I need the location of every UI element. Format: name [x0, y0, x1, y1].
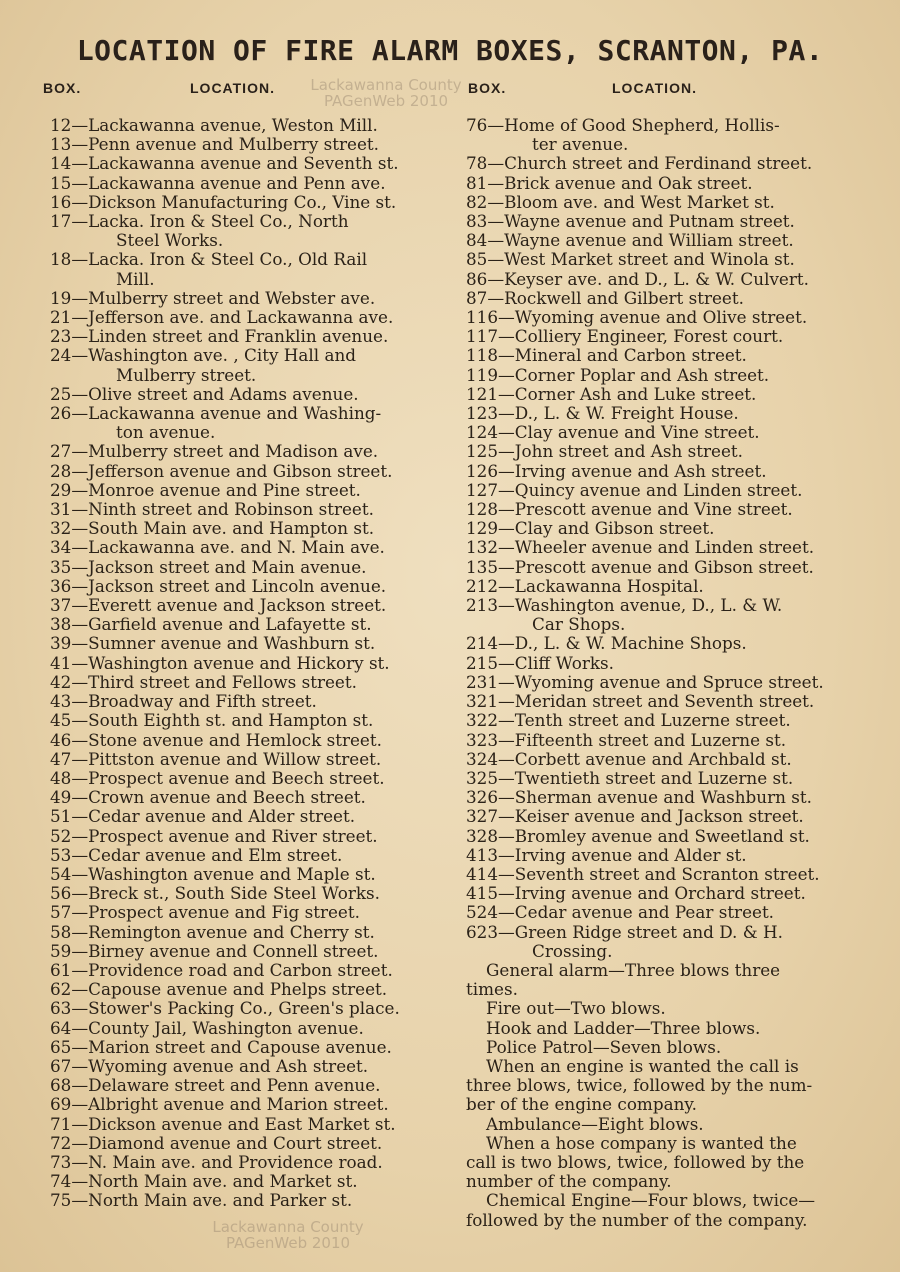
- alarm-box-entry: [466, 731, 824, 750]
- alarm-box-entry: [50, 385, 400, 404]
- alarm-box-entry: [50, 961, 400, 980]
- left-column: [50, 116, 400, 1211]
- alarm-box-text: 59—Birney avenue and Connell street.: [50, 940, 379, 961]
- alarm-box-text: 38—Garfield avenue and Lafayette st.: [50, 614, 372, 635]
- alarm-box-entry: [466, 346, 824, 365]
- right-header-box: BOX.: [468, 80, 507, 96]
- signal-note: [466, 1115, 824, 1134]
- alarm-box-entry: [50, 116, 400, 135]
- alarm-box-entry: [466, 116, 824, 154]
- alarm-box-entry: [466, 827, 824, 846]
- alarm-box-text: 117—Colliery Engineer, Forest court.: [466, 326, 784, 347]
- alarm-box-entry: [50, 538, 400, 557]
- alarm-box-text: 87—Rockwell and Gilbert street.: [466, 287, 744, 308]
- signal-note-line: Chemical Engine—Four blows, twice—: [486, 1190, 816, 1211]
- alarm-box-entry: [466, 154, 824, 173]
- alarm-box-entry: [50, 788, 400, 807]
- alarm-box-text: 121—Corner Ash and Luke street.: [466, 383, 757, 404]
- alarm-box-text: 123—D., L. & W. Freight House.: [466, 403, 739, 424]
- alarm-box-entry: [50, 250, 400, 288]
- alarm-box-entry: [50, 519, 400, 538]
- alarm-box-text: 41—Washington avenue and Hickory st.: [50, 652, 390, 673]
- alarm-box-text: 83—Wayne avenue and Putnam street.: [466, 211, 795, 232]
- alarm-box-entry: [466, 327, 824, 346]
- alarm-box-text: 82—Bloom ave. and West Market st.: [466, 191, 775, 212]
- alarm-box-entry: [50, 1134, 400, 1153]
- alarm-box-text: 327—Keiser avenue and Jackson street.: [466, 806, 804, 827]
- alarm-box-text: 212—Lackawanna Hospital.: [466, 575, 704, 596]
- alarm-box-text: 16—Dickson Manufacturing Co., Vine st.: [50, 191, 397, 212]
- alarm-box-entry: [466, 788, 824, 807]
- alarm-box-entry: [466, 558, 824, 577]
- alarm-box-entry: [50, 692, 400, 711]
- alarm-box-entry: [466, 423, 824, 442]
- alarm-box-entry: [50, 846, 400, 865]
- alarm-box-entry: [50, 1038, 400, 1057]
- alarm-box-entry: [466, 596, 824, 634]
- alarm-box-text: 34—Lackawanna ave. and N. Main ave.: [50, 537, 385, 558]
- watermark-line: PAGenWeb 2010: [323, 92, 449, 110]
- signal-note-line: number of the company.: [466, 1171, 672, 1192]
- alarm-box-entry: [466, 903, 824, 922]
- alarm-box-text: 18—Lacka. Iron & Steel Co., Old Rail: [50, 249, 368, 270]
- alarm-box-entry: [466, 884, 824, 903]
- alarm-box-entry: [50, 308, 400, 327]
- watermark-top: [296, 77, 476, 109]
- alarm-box-entry: [466, 404, 824, 423]
- alarm-box-text: 215—Cliff Works.: [466, 652, 614, 673]
- right-column: [466, 116, 824, 1230]
- alarm-box-text: 28—Jefferson avenue and Gibson street.: [50, 460, 393, 481]
- alarm-box-text: 35—Jackson street and Main avenue.: [50, 556, 367, 577]
- alarm-box-text: 32—South Main ave. and Hampton st.: [50, 518, 375, 539]
- alarm-box-text: 53—Cedar avenue and Elm street.: [50, 844, 343, 865]
- alarm-box-text: 56—Breck st., South Side Steel Works.: [50, 883, 380, 904]
- alarm-box-text: 29—Monroe avenue and Pine street.: [50, 479, 361, 500]
- alarm-box-entry: [50, 1076, 400, 1095]
- signal-note-line: call is two blows, twice, followed by the: [466, 1151, 805, 1172]
- alarm-box-text: 85—West Market street and Winola st.: [466, 249, 795, 270]
- alarm-box-text: 116—Wyoming avenue and Olive street.: [466, 307, 808, 328]
- alarm-box-text: 39—Sumner avenue and Washburn st.: [50, 633, 376, 654]
- alarm-box-entry: [466, 519, 824, 538]
- alarm-box-text: 132—Wheeler avenue and Linden street.: [466, 537, 815, 558]
- signal-note: [466, 961, 824, 999]
- alarm-box-text: 69—Albright avenue and Marion street.: [50, 1094, 389, 1115]
- alarm-box-entry: [466, 654, 824, 673]
- alarm-box-text: 67—Wyoming avenue and Ash street.: [50, 1055, 369, 1076]
- alarm-box-entry: [50, 500, 400, 519]
- alarm-box-text: 21—Jefferson ave. and Lackawanna ave.: [50, 307, 394, 328]
- alarm-box-entry: [50, 942, 400, 961]
- signal-note-line: times.: [466, 979, 518, 1000]
- alarm-box-entry: [466, 270, 824, 289]
- alarm-box-text: 65—Marion street and Capouse avenue.: [50, 1036, 392, 1057]
- alarm-box-text: 81—Brick avenue and Oak street.: [466, 172, 753, 193]
- alarm-box-text-continued: Mulberry street.: [116, 364, 257, 385]
- alarm-box-text: 524—Cedar avenue and Pear street.: [466, 902, 775, 923]
- alarm-box-text: 17—Lacka. Iron & Steel Co., North: [50, 211, 349, 232]
- alarm-box-text: 51—Cedar avenue and Alder street.: [50, 806, 356, 827]
- alarm-box-entry: [466, 385, 824, 404]
- signal-note-line: followed by the number of the company.: [466, 1209, 808, 1230]
- alarm-box-entry: [50, 999, 400, 1018]
- alarm-box-entry: [50, 1019, 400, 1038]
- alarm-box-entry: [50, 923, 400, 942]
- signal-note: [466, 999, 824, 1018]
- alarm-box-text: 323—Fifteenth street and Luzerne st.: [466, 729, 787, 750]
- signal-note-line: When a hose company is wanted the: [486, 1132, 797, 1153]
- alarm-box-entry: [50, 807, 400, 826]
- alarm-box-entry: [466, 846, 824, 865]
- alarm-box-text: 37—Everett avenue and Jackson street.: [50, 595, 387, 616]
- alarm-box-text: 58—Remington avenue and Cherry st.: [50, 921, 375, 942]
- alarm-box-entry: [466, 711, 824, 730]
- alarm-box-entry: [466, 538, 824, 557]
- alarm-box-entry: [466, 193, 824, 212]
- alarm-box-entry: [466, 769, 824, 788]
- alarm-box-text: 118—Mineral and Carbon street.: [466, 345, 747, 366]
- alarm-box-text-continued: ter avenue.: [532, 134, 629, 155]
- alarm-box-entry: [466, 807, 824, 826]
- alarm-box-entry: [50, 212, 400, 250]
- alarm-box-entry: [50, 1191, 400, 1210]
- alarm-box-entry: [466, 231, 824, 250]
- alarm-box-text: 46—Stone avenue and Hemlock street.: [50, 729, 382, 750]
- alarm-box-text: 48—Prospect avenue and Beech street.: [50, 767, 385, 788]
- alarm-box-text: 135—Prescott avenue and Gibson street.: [466, 556, 814, 577]
- alarm-box-entry: [50, 1095, 400, 1114]
- alarm-box-entry: [50, 577, 400, 596]
- alarm-box-entry: [466, 308, 824, 327]
- alarm-box-entry: [50, 884, 400, 903]
- alarm-box-entry: [50, 615, 400, 634]
- alarm-box-entry: [50, 154, 400, 173]
- alarm-box-text: 36—Jackson street and Lincoln avenue.: [50, 575, 387, 596]
- alarm-box-entry: [50, 1153, 400, 1172]
- alarm-box-text: 19—Mulberry street and Webster ave.: [50, 287, 376, 308]
- alarm-box-text: 325—Twentieth street and Luzerne st.: [466, 767, 794, 788]
- alarm-box-text: 64—County Jail, Washington avenue.: [50, 1017, 364, 1038]
- alarm-box-text: 214—D., L. & W. Machine Shops.: [466, 633, 747, 654]
- alarm-box-entry: [50, 404, 400, 442]
- alarm-box-text: 27—Mulberry street and Madison ave.: [50, 441, 379, 462]
- alarm-box-entry: [466, 577, 824, 596]
- alarm-box-entry: [50, 769, 400, 788]
- left-header-box: BOX.: [43, 80, 82, 96]
- alarm-box-text: 231—Wyoming avenue and Spruce street.: [466, 671, 824, 692]
- alarm-box-entry: [50, 174, 400, 193]
- alarm-box-entry: [50, 865, 400, 884]
- alarm-box-entry: [466, 174, 824, 193]
- alarm-box-entry: [50, 346, 400, 384]
- alarm-box-text: 415—Irving avenue and Orchard street.: [466, 883, 806, 904]
- alarm-box-text: 119—Corner Poplar and Ash street.: [466, 364, 770, 385]
- watermark-bottom: [198, 1219, 378, 1251]
- signal-note-line: three blows, twice, followed by the num-: [466, 1075, 813, 1096]
- alarm-box-entry: [50, 327, 400, 346]
- alarm-box-text-continued: Mill.: [116, 268, 155, 289]
- alarm-box-entry: [50, 750, 400, 769]
- signal-note-line: Fire out—Two blows.: [486, 998, 666, 1019]
- alarm-box-entry: [466, 212, 824, 231]
- alarm-box-text: 213—Washington avenue, D., L. & W.: [466, 595, 783, 616]
- alarm-box-entry: [50, 903, 400, 922]
- alarm-box-text: 326—Sherman avenue and Washburn st.: [466, 787, 812, 808]
- alarm-box-text: 86—Keyser ave. and D., L. & W. Culvert.: [466, 268, 809, 289]
- alarm-box-entry: [466, 692, 824, 711]
- alarm-box-text: 73—N. Main ave. and Providence road.: [50, 1151, 383, 1172]
- alarm-box-entry: [50, 442, 400, 461]
- page-title: LOCATION OF FIRE ALARM BOXES, SCRANTON, PA.: [76, 34, 824, 67]
- alarm-box-text: 322—Tenth street and Luzerne street.: [466, 710, 791, 731]
- alarm-box-text: 78—Church street and Ferdinand street.: [466, 153, 813, 174]
- alarm-box-text: 47—Pittston avenue and Willow street.: [50, 748, 382, 769]
- alarm-box-text: 72—Diamond avenue and Court street.: [50, 1132, 383, 1153]
- alarm-box-entry: [50, 596, 400, 615]
- alarm-box-text-continued: Crossing.: [532, 940, 613, 961]
- alarm-box-text: 62—Capouse avenue and Phelps street.: [50, 979, 388, 1000]
- alarm-box-entry: [466, 750, 824, 769]
- right-entry-list: [466, 116, 824, 961]
- alarm-box-entry: [466, 923, 824, 961]
- alarm-box-entry: [50, 634, 400, 653]
- watermark-line: Lackawanna County: [212, 1218, 364, 1236]
- alarm-box-text-continued: Steel Works.: [116, 230, 224, 251]
- alarm-box-entry: [50, 289, 400, 308]
- alarm-box-text: 74—North Main ave. and Market st.: [50, 1171, 358, 1192]
- alarm-box-entry: [466, 634, 824, 653]
- alarm-box-entry: [466, 289, 824, 308]
- alarm-box-text: 68—Delaware street and Penn avenue.: [50, 1075, 381, 1096]
- alarm-box-entry: [50, 654, 400, 673]
- alarm-box-text: 25—Olive street and Adams avenue.: [50, 383, 359, 404]
- signal-note: [466, 1038, 824, 1057]
- alarm-box-text: 414—Seventh street and Scranton street.: [466, 863, 820, 884]
- signal-note: [466, 1019, 824, 1038]
- alarm-box-text: 76—Home of Good Shepherd, Hollis-: [466, 115, 780, 135]
- alarm-box-entry: [50, 462, 400, 481]
- alarm-box-text: 413—Irving avenue and Alder st.: [466, 844, 747, 865]
- alarm-box-entry: [50, 481, 400, 500]
- alarm-box-entry: [466, 865, 824, 884]
- alarm-box-entry: [466, 250, 824, 269]
- alarm-box-text: 14—Lackawanna avenue and Seventh st.: [50, 153, 399, 174]
- signal-note-line: When an engine is wanted the call is: [486, 1055, 799, 1076]
- signal-note-line: Police Patrol—Seven blows.: [486, 1036, 722, 1057]
- alarm-box-entry: [466, 673, 824, 692]
- alarm-box-entry: [466, 366, 824, 385]
- alarm-box-entry: [50, 827, 400, 846]
- watermark-line: PAGenWeb 2010: [225, 1234, 351, 1252]
- left-header-location: LOCATION.: [190, 80, 275, 96]
- alarm-box-entry: [50, 1172, 400, 1191]
- alarm-box-entry: [50, 711, 400, 730]
- alarm-box-text: 26—Lackawanna avenue and Washing-: [50, 403, 382, 424]
- alarm-box-entry: [466, 442, 824, 461]
- alarm-box-entry: [50, 731, 400, 750]
- alarm-box-text-continued: Car Shops.: [532, 614, 626, 635]
- right-header-location: LOCATION.: [612, 80, 697, 96]
- alarm-box-text: 15—Lackawanna avenue and Penn ave.: [50, 172, 386, 193]
- signal-note-line: General alarm—Three blows three: [486, 959, 781, 980]
- alarm-box-entry: [466, 462, 824, 481]
- alarm-box-entry: [50, 193, 400, 212]
- alarm-box-entry: [50, 1115, 400, 1134]
- alarm-box-entry: [466, 500, 824, 519]
- alarm-box-entry: [466, 481, 824, 500]
- signal-note: [466, 1057, 824, 1115]
- alarm-box-text: 623—Green Ridge street and D. & H.: [466, 921, 783, 942]
- alarm-box-entry: [50, 673, 400, 692]
- alarm-box-text: 45—South Eighth st. and Hampton st.: [50, 710, 374, 731]
- alarm-box-text: 125—John street and Ash street.: [466, 441, 743, 462]
- alarm-box-text: 12—Lackawanna avenue, Weston Mill.: [50, 115, 378, 135]
- alarm-box-text: 75—North Main ave. and Parker st.: [50, 1190, 353, 1211]
- alarm-box-text: 324—Corbett avenue and Archbald st.: [466, 748, 792, 769]
- alarm-box-text: 13—Penn avenue and Mulberry street.: [50, 134, 379, 155]
- signal-notes: [466, 961, 824, 1230]
- alarm-box-text: 63—Stower's Packing Co., Green's place.: [50, 998, 400, 1019]
- alarm-box-entry: [50, 558, 400, 577]
- alarm-box-text: 127—Quincy avenue and Linden street.: [466, 479, 803, 500]
- alarm-box-text: 84—Wayne avenue and William street.: [466, 230, 794, 251]
- alarm-box-text: 24—Washington ave. , City Hall and: [50, 345, 357, 366]
- alarm-box-text: 31—Ninth street and Robinson street.: [50, 499, 374, 520]
- signal-note: [466, 1191, 824, 1229]
- alarm-box-text: 129—Clay and Gibson street.: [466, 518, 715, 539]
- watermark-line: Lackawanna County: [310, 76, 462, 94]
- alarm-box-text: 57—Prospect avenue and Fig street.: [50, 902, 360, 923]
- alarm-box-text: 321—Meridan street and Seventh street.: [466, 691, 815, 712]
- alarm-box-text: 328—Bromley avenue and Sweetland st.: [466, 825, 810, 846]
- alarm-box-text: 43—Broadway and Fifth street.: [50, 691, 317, 712]
- alarm-box-entry: [50, 1057, 400, 1076]
- alarm-box-text: 124—Clay avenue and Vine street.: [466, 422, 760, 443]
- alarm-box-entry: [50, 135, 400, 154]
- signal-note: [466, 1134, 824, 1192]
- alarm-box-text: 52—Prospect avenue and River street.: [50, 825, 378, 846]
- signal-note-line: Ambulance—Eight blows.: [486, 1113, 704, 1134]
- alarm-box-text: 54—Washington avenue and Maple st.: [50, 863, 376, 884]
- alarm-box-text: 126—Irving avenue and Ash street.: [466, 460, 767, 481]
- alarm-box-text: 61—Providence road and Carbon street.: [50, 959, 393, 980]
- alarm-box-text-continued: ton avenue.: [116, 422, 216, 443]
- signal-note-line: Hook and Ladder—Three blows.: [486, 1017, 761, 1038]
- signal-note-line: ber of the engine company.: [466, 1094, 697, 1115]
- alarm-box-entry: [50, 980, 400, 999]
- alarm-box-text: 71—Dickson avenue and East Market st.: [50, 1113, 396, 1134]
- alarm-box-text: 23—Linden street and Franklin avenue.: [50, 326, 389, 347]
- alarm-box-text: 49—Crown avenue and Beech street.: [50, 787, 366, 808]
- alarm-box-text: 42—Third street and Fellows street.: [50, 671, 357, 692]
- alarm-box-text: 128—Prescott avenue and Vine street.: [466, 499, 793, 520]
